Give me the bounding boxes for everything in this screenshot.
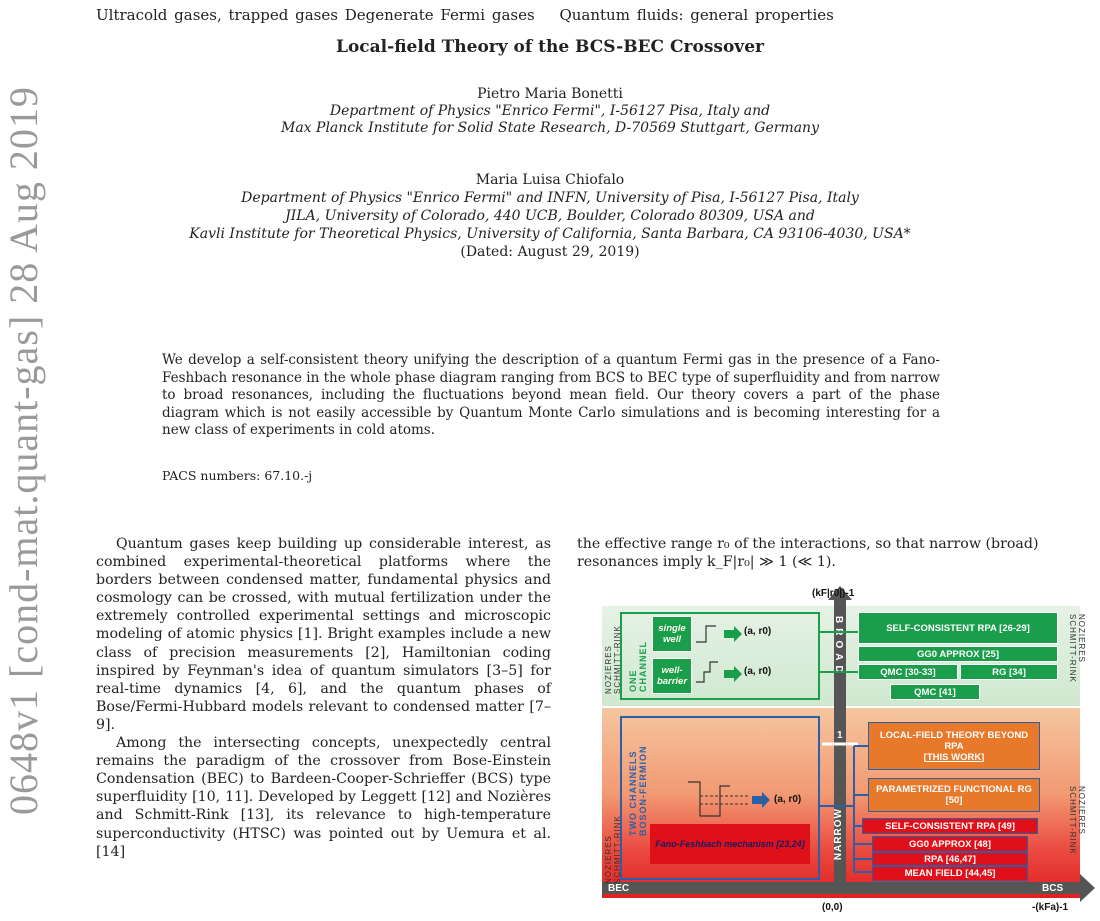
pacs-header	[96, 6, 852, 24]
local-field-title: LOCAL-FIELD THEORY BEYOND RPA	[879, 729, 1029, 752]
this-work: [THIS WORK]	[923, 751, 985, 763]
affiliation: Department of Physics "Enrico Fermi", I-56127 Pisa, Italy and	[329, 103, 771, 119]
affiliation: Department of Physics "Enrico Fermi" and INFN, University of Pisa, I-56127 Pisa, Italy	[241, 190, 859, 206]
dated: (Dated: August 29, 2019)	[460, 244, 640, 260]
paragraph: Quantum gases keep building up considerable interest, as combined experimental-theoretical platforms where the borders between condensed matter, fundamental physics and cosmology can be crossed, with mutual fertilization under the extremely controlled experimental settings and microscopic modeling of atomic physics [1]. Bright examples include a new class of precision measurements [2], Hamiltonian coding inspired by Feynman's idea of quantum simulators [3–5] for real-time dynamics [4, 6], and the quantum phases of Bose/Fermi-Hubbard models relevant to condensed matter [7–9].	[96, 536, 551, 733]
box-gg0-narrow: GG0 APPROX [48]	[872, 836, 1028, 852]
x-axis-label: -(kFa)-1	[1032, 902, 1069, 913]
well-barrier-label: well-barrier	[652, 658, 692, 694]
author-name: Pietro Maria Bonetti	[477, 86, 623, 102]
y-axis-label: (kF|r0|)-1	[812, 588, 855, 599]
body-left-column	[96, 535, 551, 861]
box-rg: RG [34]	[960, 664, 1058, 680]
side-label-right-top: NOZIERES SCHMITT-RINK	[1068, 614, 1086, 683]
affiliation: JILA, University of Colorado, 440 UCB, Boulder, Colorado 80309, USA and	[285, 208, 815, 224]
paper-title: Local-field Theory of the BCS-BEC Crossover	[336, 37, 764, 57]
pacs-topic: Ultracold gases, trapped gases Degenerate Fermi gases	[96, 6, 535, 24]
x-axis-left-label: BEC	[608, 883, 630, 894]
side-label-left-bottom: NOZIERES SCHMITT-RINK	[604, 815, 622, 884]
arrow-label-barrier: (a, r0)	[744, 666, 772, 677]
box-qmc: QMC [30-33]	[858, 664, 958, 680]
affiliation: Max Planck Institute for Solid State Research, D-70569 Stuttgart, Germany	[281, 120, 819, 136]
box-sc-rpa-narrow: SELF-CONSISTENT RPA [49]	[862, 818, 1038, 834]
side-label-right-bottom: NOZIERES SCHMITT-RINK	[1068, 786, 1086, 855]
tick-one-label: 1	[837, 730, 843, 741]
pacs-numbers: PACS numbers: 67.10.-j	[162, 468, 313, 483]
narrow-label: NARROW	[833, 808, 844, 861]
box-rpa: RPA [46,47]	[872, 852, 1028, 866]
body-right-text: the effective range r₀ of the interactions, so that narrow (broad) resonances imply k_F|r₀| ≫ 1 (≪ 1).	[577, 536, 1039, 571]
arxiv-stamp: 0648v1 [cond-mat.quant-gas] 28 Aug 2019	[1, 86, 46, 815]
box-mean-field: MEAN FIELD [44,45]	[872, 866, 1028, 881]
pacs-topic: Quantum fluids: general properties	[559, 6, 834, 24]
single-well-label: single well	[652, 616, 692, 652]
box-qmc-41: QMC [41]	[890, 684, 980, 700]
arrow-label-two: (a, r0)	[774, 794, 802, 805]
author-name: Maria Luisa Chiofalo	[475, 172, 625, 188]
affiliation: Kavli Institute for Theoretical Physics, University of California, Santa Barbara, CA 93106-4030, USA*	[189, 226, 911, 242]
box-parametrized-frg: PARAMETRIZED FUNCTIONAL RG [50]	[868, 778, 1040, 812]
connectors	[590, 586, 1095, 916]
one-channel-label: ONE CHANNEL	[628, 641, 648, 692]
x-axis-right-label: BCS	[1042, 883, 1064, 894]
paragraph: Among the intersecting concepts, unexpectedly central remains the paradigm of the crossover from Bose-Einstein Condensation (BEC) to Bardeen-Cooper-Schrieffer (BCS) type superfluidity [10, 11]. Developed by Leggett [12] and Nozières and Schmitt-Rink [13], its relevance to high-temperature superconductivity (HTSC) was pointed out by Uemura et al. [14]	[96, 735, 551, 860]
two-channels-label: TWO CHANNELS BOSON-FERMION	[628, 745, 648, 836]
abstract: We develop a self-consistent theory unifying the description of a quantum Fermi gas in the presence of a Fano-Feshbach resonance in the whole phase diagram ranging from BCS to BEC type of superfluidity and from narrow to broad resonances, including the fluctuations beyond mean field. Our theory covers a part of the phase diagram which is not easily accessible by Quantum Monte Carlo simulations and is becoming interesting for a new class of experiments in cold atoms.	[162, 352, 940, 439]
box-gg0-broad: GG0 APPROX [25]	[858, 646, 1058, 662]
broad-label: BROAD	[833, 616, 844, 678]
phase-diagram-figure	[590, 586, 1095, 916]
origin-label: (0,0)	[822, 902, 843, 913]
fano-feshbach-label: Fano-Feshbach mechanism [23,24]	[650, 824, 810, 864]
box-sc-rpa-broad: SELF-CONSISTENT RPA [26-29]	[858, 612, 1058, 644]
arrow-label-single: (a, r0)	[744, 626, 772, 637]
side-label-left-top: NOZIERES SCHMITT-RINK	[604, 625, 622, 694]
